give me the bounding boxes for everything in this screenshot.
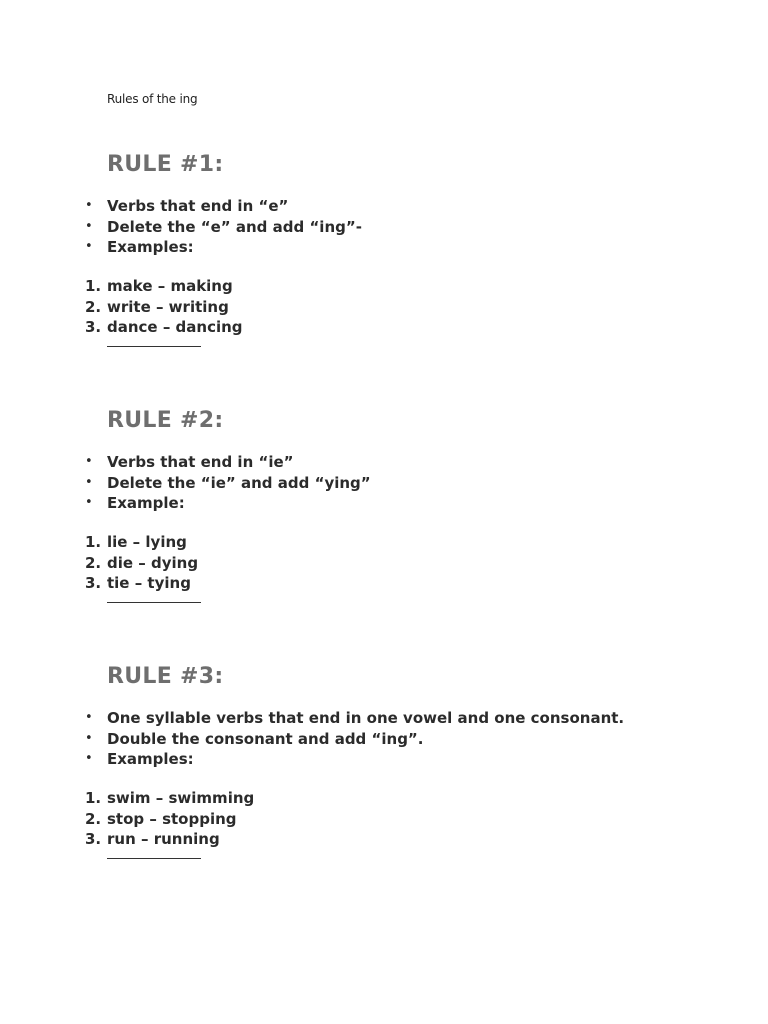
example-text: tie – tying bbox=[107, 574, 191, 592]
separator-line bbox=[107, 602, 201, 603]
bullet-text: One syllable verbs that end in one vowel and one consonant. bbox=[107, 709, 625, 727]
rule-heading: RULE #2: bbox=[107, 408, 224, 433]
example-text: stop – stopping bbox=[107, 809, 237, 828]
bullet-text: Example: bbox=[107, 494, 185, 512]
bullet-icon: • bbox=[85, 495, 93, 510]
example-number: 2. bbox=[85, 553, 102, 572]
bullet-icon: • bbox=[85, 239, 93, 254]
example-number: 1. bbox=[85, 277, 102, 295]
example-number: 3. bbox=[85, 830, 102, 848]
example-text: swim – swimming bbox=[107, 789, 255, 807]
example-text: lie – lying bbox=[107, 533, 187, 551]
bullet-icon: • bbox=[85, 751, 93, 766]
bullet-icon: • bbox=[85, 218, 93, 234]
bullet-text: Examples: bbox=[107, 750, 194, 768]
bullet-text: Delete the “ie” and add “ying” bbox=[107, 473, 371, 492]
example-number: 2. bbox=[85, 809, 102, 828]
example-number: 3. bbox=[85, 574, 102, 592]
bullet-icon: • bbox=[85, 730, 93, 746]
bullet-icon: • bbox=[85, 454, 93, 469]
document-title: Rules of the ing bbox=[107, 92, 198, 106]
bullet-text: Verbs that end in “ie” bbox=[107, 453, 294, 471]
bullet-text: Verbs that end in “e” bbox=[107, 197, 289, 215]
bullet-text: Examples: bbox=[107, 238, 194, 256]
example-text: die – dying bbox=[107, 553, 199, 572]
bullet-icon: • bbox=[85, 710, 93, 725]
bullet-text: Delete the “e” and add “ing”- bbox=[107, 217, 362, 236]
example-number: 1. bbox=[85, 789, 102, 807]
separator-line bbox=[107, 346, 201, 347]
example-text: write – writing bbox=[107, 297, 229, 316]
example-text: run – running bbox=[107, 830, 220, 848]
bullet-icon: • bbox=[85, 474, 93, 490]
example-text: make – making bbox=[107, 277, 233, 295]
bullet-icon: • bbox=[85, 198, 93, 213]
example-number: 3. bbox=[85, 318, 102, 336]
example-text: dance – dancing bbox=[107, 318, 243, 336]
example-number: 2. bbox=[85, 297, 102, 316]
bullet-text: Double the consonant and add “ing”. bbox=[107, 729, 424, 748]
separator-line bbox=[107, 858, 201, 859]
example-number: 1. bbox=[85, 533, 102, 551]
rule-heading: RULE #3: bbox=[107, 664, 224, 689]
rule-heading: RULE #1: bbox=[107, 152, 224, 177]
